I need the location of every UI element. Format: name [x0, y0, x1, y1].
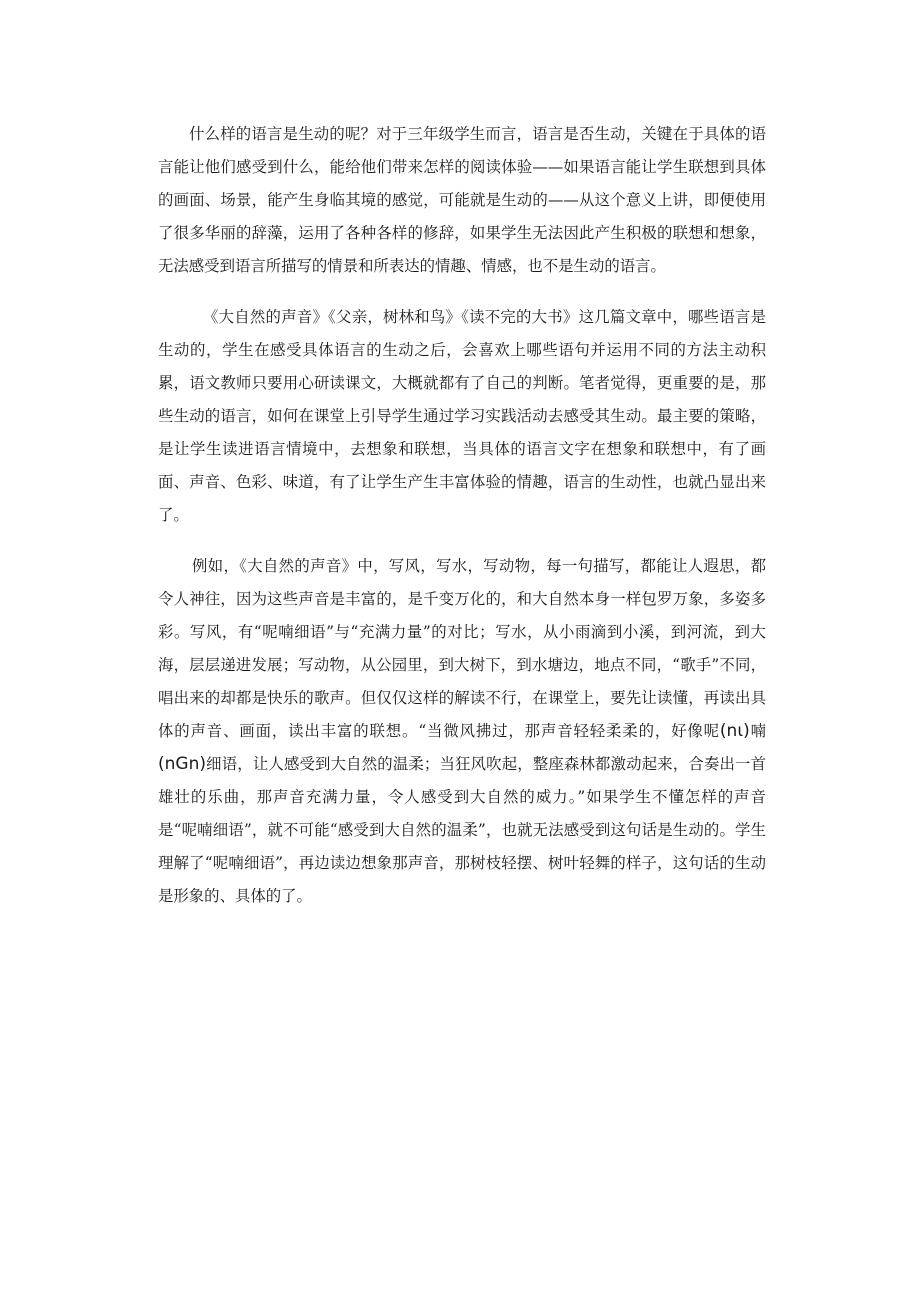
document-body [158, 118, 766, 931]
paragraph-2: 《大自然的声音》《父亲，树林和鸟》《读不完的大书》这几篇文章中，哪些语言是生动的，学生在感受具体语言的生动之后，会喜欢上哪些语句并运用不同的方法主动积累，语文教师只要用心研读课文，大概就都有了自己的判断。笔者觉得，更重要的是，那些生动的语言，如何在课堂上引导学生通过学习实践活动去感受其生动。最主要的策略，是让学生读进语言情境中，去想象和联想，当具体的语言文字在想象和联想中，有了画面、声音、色彩、味道，有了让学生产生丰富体验的情趣，语言的生动性，也就凸显出来了。 [158, 308, 766, 524]
paragraph-3-text-a: 例如，《大自然的声音》中，写风，写水，写动物，每一句描写，都能让人遐思，都令人神往，因为这些声音是丰富的，是千变万化的，和大自然本身一样包罗万象，多姿多彩。写风，有“呢喃细语”与“充满力量”的对比；写水，从小雨滴到小溪，到河流，到大海，层层递进发展；写动物，从公园里，到大树下，到水塘边，地点不同，“歌手”不同，唱出来的却都是快乐的歌声。但仅仅这样的解读不行，在课堂上，要先让读懂，再读出具体的声音、画面，读出丰富的联想。“当微风拂过，那声音轻轻柔柔的，好像呢 [158, 557, 766, 740]
paragraph-3-text-b: 喃 [749, 722, 766, 740]
pinyin-annotation: (nGn) [158, 754, 206, 774]
pinyin-annotation: (nι) [719, 721, 750, 741]
paragraph-1: 什么样的语言是生动的呢？对于三年级学生而言，语言是否生动，关键在于具体的语言能让他们感受到什么，能给他们带来怎样的阅读体验——如果语言能让学生联想到具体的画面、场景，能产生身临其境的感觉，可能就是生动的——从这个意义上讲，即便使用了很多华丽的辞藻，运用了各种各样的修辞，如果学生无法因此产生积极的联想和想象，无法感受到语言所描写的情景和所表达的情趣、情感，也不是生动的语言。 [158, 125, 766, 275]
paragraph-3 [158, 550, 766, 913]
paragraph-3-text-c: 细语，让人感受到大自然的温柔；当狂风吹起，整座森林都激动起来，合奏出一首雄壮的乐曲，那声音充满力量，令人感受到大自然的威力。”如果学生不懂怎样的声音是“呢喃细语”，就不可能“感受到大自然的温柔”，也就无法感受到这句话是生动的。学生理解了“呢喃细语”，再边读边想象那声音，那树枝轻摆、树叶轻舞的样子，这句话的生动是形象的、具体的了。 [158, 755, 766, 905]
